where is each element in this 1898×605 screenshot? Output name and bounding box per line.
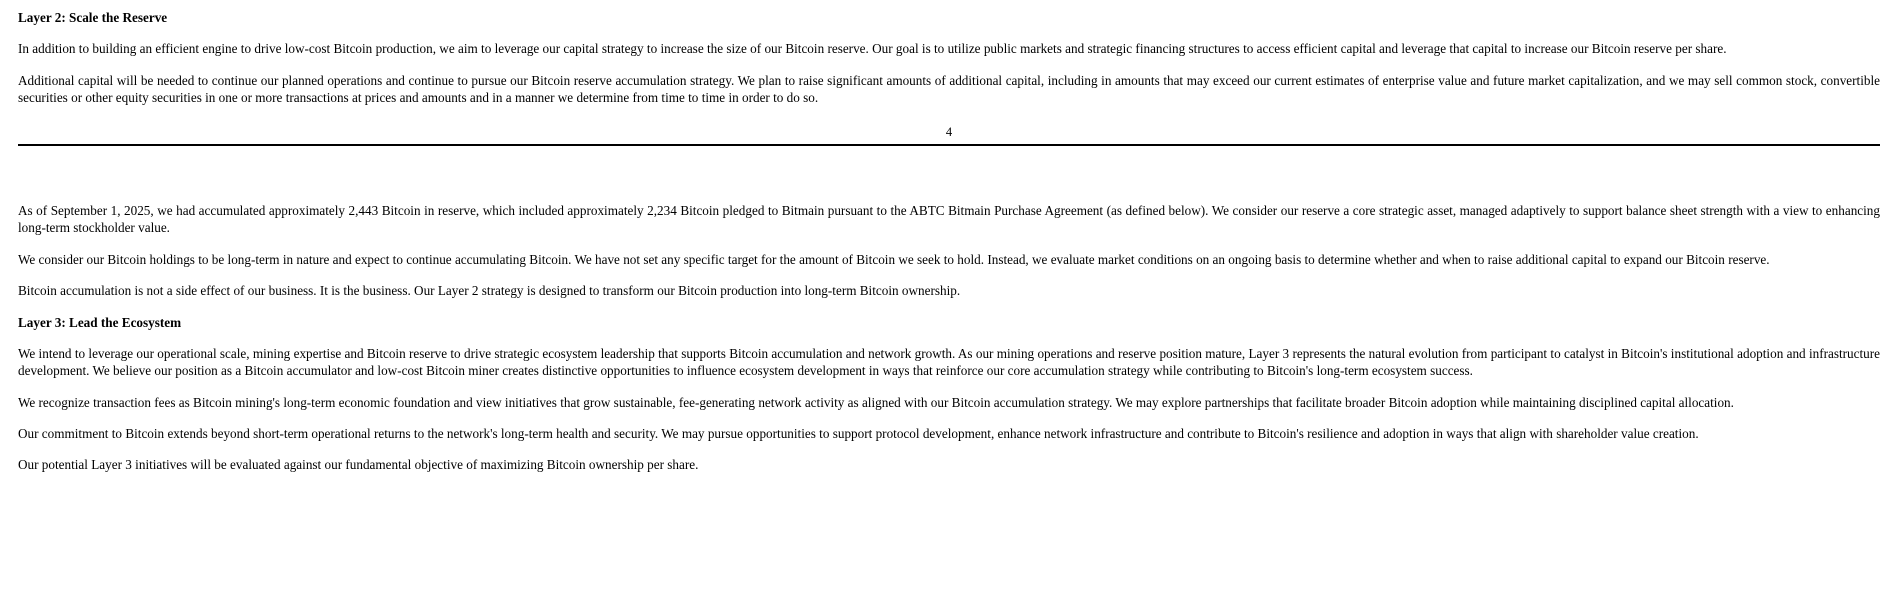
- page-number: 4: [945, 125, 953, 140]
- paragraph-reserve-1: As of September 1, 2025, we had accumulated approximately 2,443 Bitcoin in reserve, which included approximately 2,234 Bitcoin pledged to Bitmain pursuant to the ABTC Bitmain Purchase Agreement (as defined below). We consider our reserve a core strategic asset, managed adaptively to support balance sheet strength with a view to enhancing long-term stockholder value.: [18, 202, 1880, 236]
- paragraph-reserve-2: We consider our Bitcoin holdings to be long-term in nature and expect to continue accumulating Bitcoin. We have not set any specific target for the amount of Bitcoin we seek to hold. Instead, we evaluate market conditions on an ongoing basis to determine whether and when to raise additional capital to expand our Bitcoin reserve.: [18, 251, 1770, 267]
- section-heading-layer-2: Layer 2: Scale the Reserve: [18, 10, 168, 25]
- paragraph-layer3-3: Our commitment to Bitcoin extends beyond short-term operational returns to the network's long-term health and security. We may pursue opportunities to support protocol development, enhance network infrastructure and contribute to Bitcoin's resilience and adoption in ways that align with shareholder value creation.: [18, 426, 1699, 442]
- paragraph-reserve-3: Bitcoin accumulation is not a side effect of our business. It is the business. Our Layer 2 strategy is designed to transform our Bitcoin production into long-term Bitcoin ownership.: [18, 283, 961, 299]
- page-top-margin: [18, 146, 1880, 188]
- paragraph-layer2-2: Additional capital will be needed to continue our planned operations and continue to pursue our Bitcoin reserve accumulation strategy. We plan to raise significant amounts of additional capital, including in amounts that may exceed our current estimates of enterprise value and future market capitalization, and we may sell common stock, convertible securities or other equity securities in one or more transactions at prices and amounts and in a manner we determine from time to time in order to do so.: [18, 72, 1880, 105]
- paragraph-layer2-1: In addition to building an efficient engine to drive low-cost Bitcoin production, we aim to leverage our capital strategy to increase the size of our Bitcoin reserve. Our goal is to utilize public markets and strategic financing structures to access efficient capital and leverage that capital to increase our Bitcoin reserve per share.: [18, 41, 1727, 57]
- page-break: [18, 124, 1880, 146]
- section-heading-layer-3: Layer 3: Lead the Ecosystem: [18, 314, 182, 330]
- paragraph-layer3-4: Our potential Layer 3 initiatives will be evaluated against our fundamental objective of maximizing Bitcoin ownership per share.: [18, 457, 699, 473]
- paragraph-layer3-1: We intend to leverage our operational scale, mining expertise and Bitcoin reserve to drive strategic ecosystem leadership that supports Bitcoin accumulation and network growth. As our mining operations and reserve position mature, Layer 3 represents the natural evolution from participant to catalyst in Bitcoin's institutional adoption and infrastructure development. We believe our position as a Bitcoin accumulator and low-cost Bitcoin miner creates distinctive opportunities to influence ecosystem development in ways that reinforce our core accumulation strategy while contributing to Bitcoin's long-term ecosystem success.: [18, 345, 1880, 379]
- paragraph-layer3-2: We recognize transaction fees as Bitcoin mining's long-term economic foundation and view initiatives that grow sustainable, fee-generating network activity as aligned with our Bitcoin accumulation strategy. We may explore partnerships that facilitate broader Bitcoin adoption while maintaining disciplined capital allocation.: [18, 394, 1734, 410]
